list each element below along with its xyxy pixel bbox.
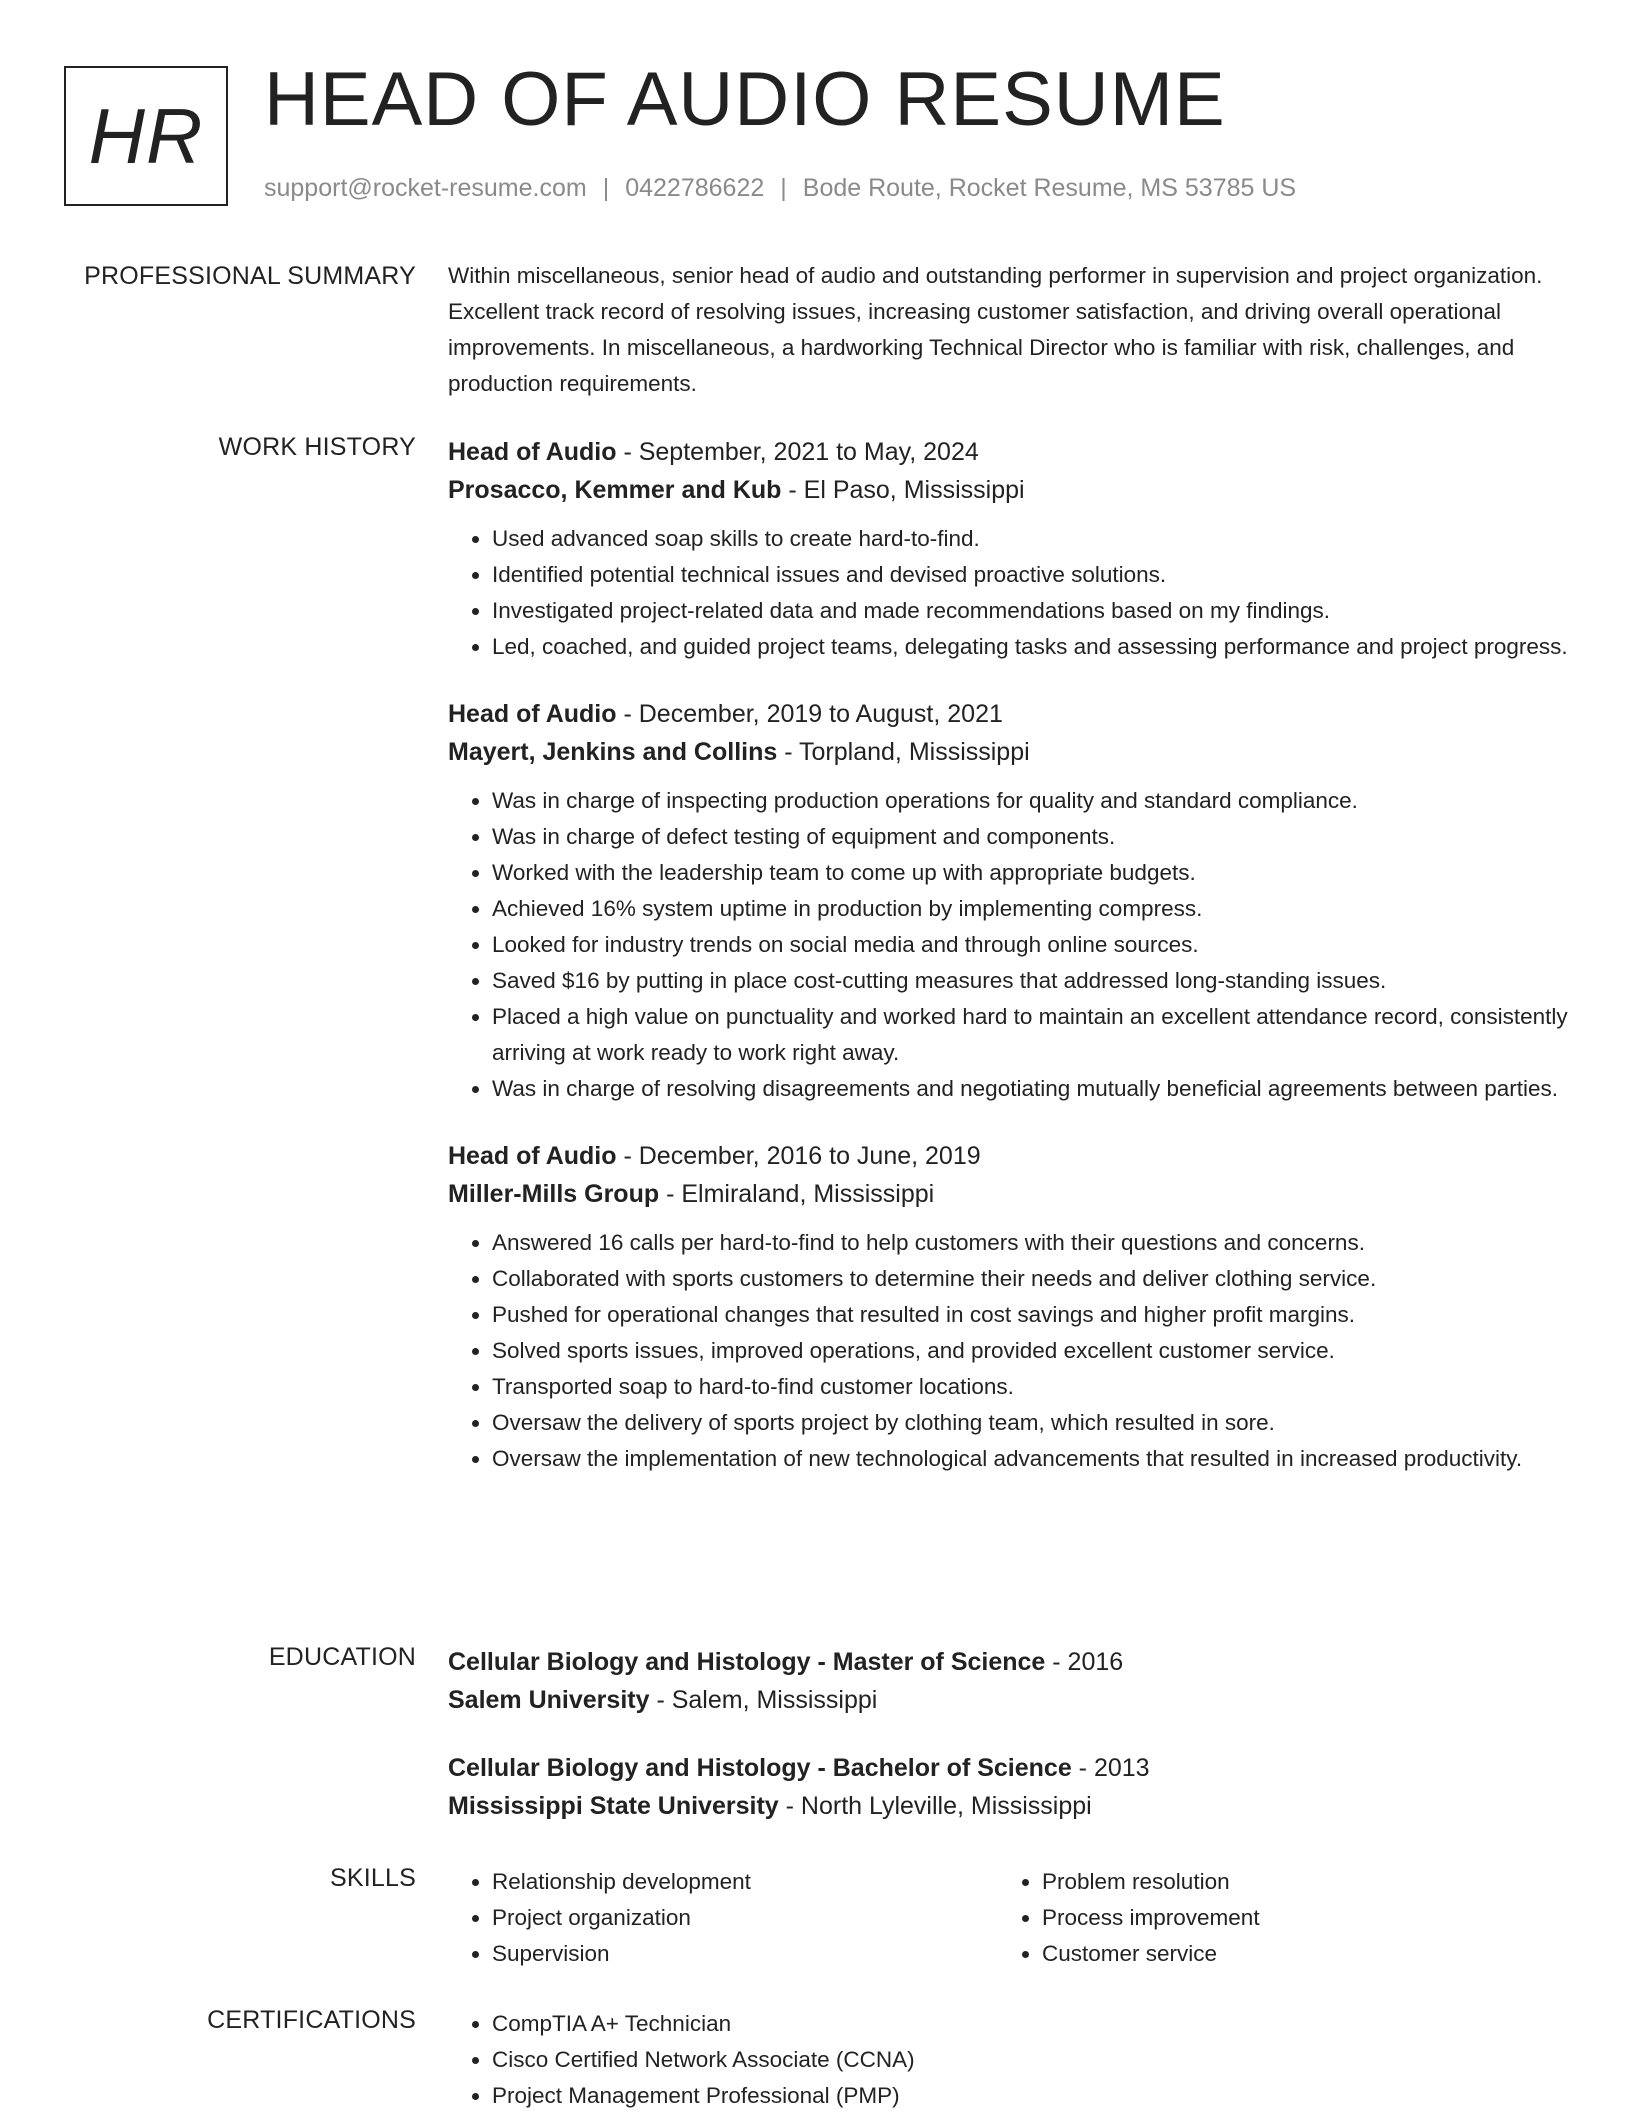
job-bullet: • Was in charge of inspecting production operations for quality and standard compliance.: [492, 783, 1568, 819]
job-dates: - September, 2021 to May, 2024: [616, 438, 979, 466]
section-label-skills: SKILLS: [330, 1864, 416, 1892]
skills-grid: [448, 1864, 1568, 1972]
skill-item: • Customer service: [1042, 1936, 1548, 1972]
job-bullet: • Pushed for operational changes that resulted in cost savings and higher profit margins.: [492, 1297, 1568, 1333]
contact-separator: |: [780, 174, 787, 202]
monogram-text: HR: [88, 91, 204, 180]
job-title: Head of Audio: [448, 1142, 617, 1170]
job-bullets: [448, 783, 1568, 1107]
section-label-education: EDUCATION: [268, 1643, 416, 1671]
job-bullet: • Looked for industry trends on social media and through online sources.: [492, 927, 1568, 963]
skill-item: • Project organization: [492, 1900, 998, 1936]
job-title: Head of Audio: [448, 700, 617, 728]
education-entry: [448, 1643, 1568, 1719]
education-year: - 2013: [1071, 1754, 1150, 1782]
education-entry: [448, 1749, 1568, 1825]
job-dates: - December, 2016 to June, 2019: [616, 1142, 981, 1170]
monogram-logo: [64, 66, 228, 206]
education-location: - North Lyleville, Mississippi: [778, 1792, 1092, 1820]
contact-line: [264, 174, 1296, 203]
skills-list-right: [998, 1864, 1548, 1972]
job-title-line: [448, 695, 1568, 733]
skills-list-left: [448, 1864, 998, 1972]
job-location: - Torpland, Mississippi: [777, 738, 1030, 766]
job-title-line: [448, 1137, 1568, 1175]
job-company: Prosacco, Kemmer and Kub: [448, 476, 782, 504]
education-degree: Cellular Biology and Histology - Master of Science: [448, 1648, 1046, 1676]
education-school: Mississippi State University: [448, 1792, 779, 1820]
job-company: Miller-Mills Group: [448, 1180, 660, 1208]
certification-item: • Cisco Certified Network Associate (CCNA): [492, 2042, 1568, 2078]
job-entry: [448, 695, 1568, 1107]
job-company-line: [448, 471, 1568, 509]
contact-phone: 0422786622: [625, 174, 765, 202]
education-body: [448, 1643, 1568, 1855]
job-bullet: • Achieved 16% system uptime in production by implementing compress.: [492, 891, 1568, 927]
skill-item: • Relationship development: [492, 1864, 998, 1900]
job-bullet: • Used advanced soap skills to create hard-to-find.: [492, 521, 1568, 557]
skill-item: • Process improvement: [1042, 1900, 1548, 1936]
section-label-summary: PROFESSIONAL SUMMARY: [84, 262, 416, 290]
job-entry: [448, 1137, 1568, 1477]
education-location: - Salem, Mississippi: [649, 1686, 878, 1714]
education-school-line: [448, 1787, 1568, 1825]
education-year: - 2016: [1045, 1648, 1124, 1676]
job-bullet: • Worked with the leadership team to come up with appropriate budgets.: [492, 855, 1568, 891]
job-title: Head of Audio: [448, 438, 617, 466]
education-degree: Cellular Biology and Histology - Bachelor of Science: [448, 1754, 1072, 1782]
job-bullet: • Saved $16 by putting in place cost-cutting measures that addressed long-standing issues.: [492, 963, 1568, 999]
contact-email: support@rocket-resume.com: [264, 174, 587, 202]
certifications-list: [448, 2006, 1568, 2114]
contact-separator: |: [602, 174, 610, 202]
education-degree-line: [448, 1643, 1568, 1681]
education-degree-line: [448, 1749, 1568, 1787]
work-history-body: [448, 433, 1568, 1507]
job-location: - Elmiraland, Mississippi: [659, 1180, 935, 1208]
job-bullet: • Investigated project-related data and made recommendations based on my findings.: [492, 593, 1568, 629]
job-company: Mayert, Jenkins and Collins: [448, 738, 778, 766]
summary-text: Within miscellaneous, senior head of audio and outstanding performer in supervision and project organization. Excellent track record of resolving issues, increasing customer satisfaction, and driving overall operational improvements. In miscellaneous, a hardworking Technical Director who is familiar with risk, challenges, and production requirements.: [448, 263, 1543, 396]
job-bullet: • Transported soap to hard-to-find customer locations.: [492, 1369, 1568, 1405]
job-bullets: [448, 521, 1568, 665]
section-label-work-history: WORK HISTORY: [218, 433, 416, 461]
skills-body: [448, 1864, 1568, 1972]
contact-address: Bode Route, Rocket Resume, MS 53785 US: [802, 174, 1297, 202]
skill-item: • Supervision: [492, 1936, 998, 1972]
job-bullet: • Was in charge of defect testing of equipment and components.: [492, 819, 1568, 855]
section-label-certifications: CERTIFICATIONS: [207, 2006, 416, 2034]
job-bullet: • Solved sports issues, improved operations, and provided excellent customer service.: [492, 1333, 1568, 1369]
job-bullet: • Oversaw the implementation of new technological advancements that resulted in increased productivity.: [492, 1441, 1568, 1477]
summary-body: [448, 262, 1568, 402]
job-dates: - December, 2019 to August, 2021: [616, 700, 1003, 728]
job-company-line: [448, 733, 1568, 771]
education-school-line: [448, 1681, 1568, 1719]
job-bullet: • Placed a high value on punctuality and worked hard to maintain an excellent attendance record, consistently arriving at work ready to work right away.: [492, 999, 1568, 1071]
job-location: - El Paso, Mississippi: [781, 476, 1025, 504]
certifications-body: [448, 2006, 1568, 2114]
job-bullet: • Led, coached, and guided project teams, delegating tasks and assessing performance and project progress.: [492, 629, 1568, 665]
certification-item: • CompTIA A+ Technician: [492, 2006, 1568, 2042]
skill-item: • Problem resolution: [1042, 1864, 1548, 1900]
job-bullet: • Was in charge of resolving disagreements and negotiating mutually beneficial agreements between parties.: [492, 1071, 1568, 1107]
resume-title: HEAD OF AUDIO RESUME: [264, 57, 1226, 142]
job-company-line: [448, 1175, 1568, 1213]
job-bullet: • Collaborated with sports customers to determine their needs and deliver clothing service.: [492, 1261, 1568, 1297]
education-school: Salem University: [448, 1686, 650, 1714]
job-bullets: [448, 1225, 1568, 1477]
job-bullet: • Identified potential technical issues and devised proactive solutions.: [492, 557, 1568, 593]
job-bullet: • Oversaw the delivery of sports project by clothing team, which resulted in sore.: [492, 1405, 1568, 1441]
job-title-line: [448, 433, 1568, 471]
job-entry: [448, 433, 1568, 665]
certification-item: • Project Management Professional (PMP): [492, 2078, 1568, 2114]
job-bullet: • Answered 16 calls per hard-to-find to help customers with their questions and concerns.: [492, 1225, 1568, 1261]
